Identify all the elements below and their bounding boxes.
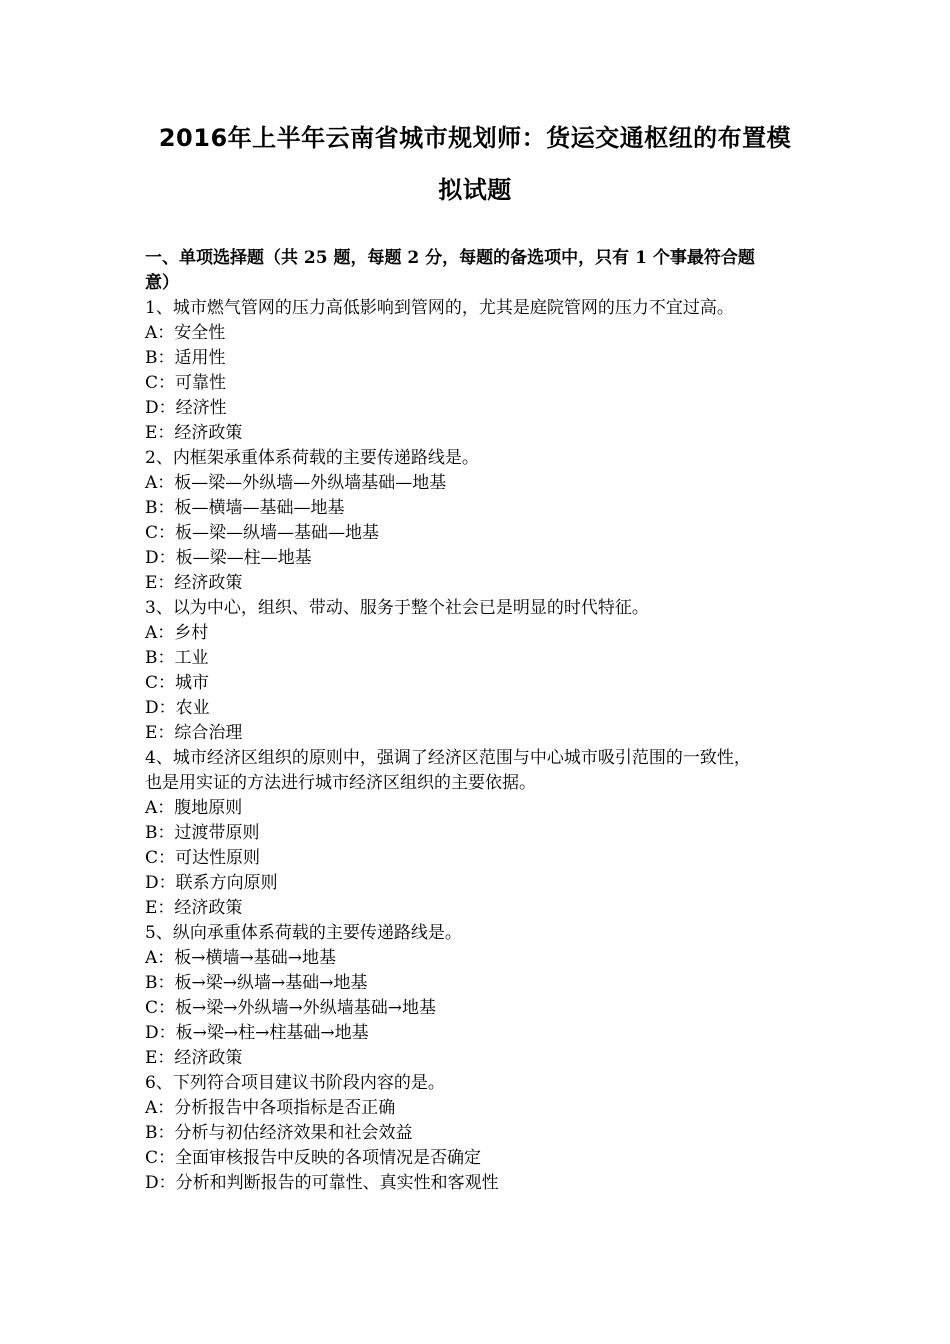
answer-option: E：经济政策 (145, 423, 243, 443)
answer-option: B：适用性 (145, 348, 226, 368)
answer-option: D：分析和判断报告的可靠性、真实性和客观性 (145, 1173, 499, 1193)
answer-option: D：板—梁—柱—地基 (145, 548, 312, 568)
answer-option: A：安全性 (145, 323, 226, 343)
question-stem: 1、城市燃气管网的压力高低影响到管网的，尤其是庭院管网的压力不宜过高。 (145, 298, 734, 318)
question-stem: 5、纵向承重体系荷载的主要传递路线是。 (145, 923, 462, 943)
answer-option: E：综合治理 (145, 723, 243, 743)
answer-option: E：经济政策 (145, 573, 243, 593)
answer-option: B：板—横墙—基础—地基 (145, 498, 345, 518)
question-stem: 3、以为中心，组织、带动、服务于整个社会已是明显的时代特征。 (145, 598, 649, 618)
title-line-1: 2016年上半年云南省城市规划师：货运交通枢纽的布置模 (158, 124, 792, 152)
question-stem-continued: 也是用实证的方法进行城市经济区组织的主要依据。 (145, 773, 536, 793)
answer-option: B：板→梁→纵墙→基础→地基 (145, 973, 368, 993)
answer-option: E：经济政策 (145, 898, 243, 918)
answer-option: A：乡村 (145, 623, 209, 643)
answer-option: C：板—梁—纵墙—基础—地基 (145, 523, 380, 543)
document-body (145, 246, 810, 1196)
answer-option: D：联系方向原则 (145, 873, 278, 893)
question-stem: 6、下列符合项目建议书阶段内容的是。 (145, 1073, 445, 1093)
answer-option: C：城市 (145, 673, 210, 693)
answer-option: C：可靠性 (145, 373, 227, 393)
question-stem: 2、内框架承重体系荷载的主要传递路线是。 (145, 448, 479, 468)
answer-option: C：全面审核报告中反映的各项情况是否确定 (145, 1148, 482, 1168)
answer-option: E：经济政策 (145, 1048, 243, 1068)
answer-option: A：分析报告中各项指标是否正确 (145, 1098, 396, 1118)
answer-option: D：经济性 (145, 398, 227, 418)
answer-option: A：板—梁—外纵墙—外纵墙基础—地基 (145, 473, 447, 493)
answer-option: B：工业 (145, 648, 209, 668)
answer-option: D：板→梁→柱→柱基础→地基 (145, 1023, 369, 1043)
answer-option: A：腹地原则 (145, 798, 243, 818)
answer-option: B：分析与初估经济效果和社会效益 (145, 1123, 413, 1143)
title-line-2: 拟试题 (438, 176, 512, 204)
answer-option: C：板→梁→外纵墙→外纵墙基础→地基 (145, 998, 436, 1018)
answer-option: D：农业 (145, 698, 210, 718)
answer-option: A：板→横墙→基础→地基 (145, 948, 337, 968)
section-heading-continued: 意） (145, 273, 179, 293)
document-title (100, 112, 850, 216)
answer-option: C：可达性原则 (145, 848, 261, 868)
question-stem: 4、城市经济区组织的原则中，强调了经济区范围与中心城市吸引范围的一致性， (145, 748, 751, 768)
section-heading: 一、单项选择题（共 25 题，每题 2 分，每题的备选项中，只有 1 个事最符合题 (145, 248, 755, 268)
answer-option: B：过渡带原则 (145, 823, 260, 843)
